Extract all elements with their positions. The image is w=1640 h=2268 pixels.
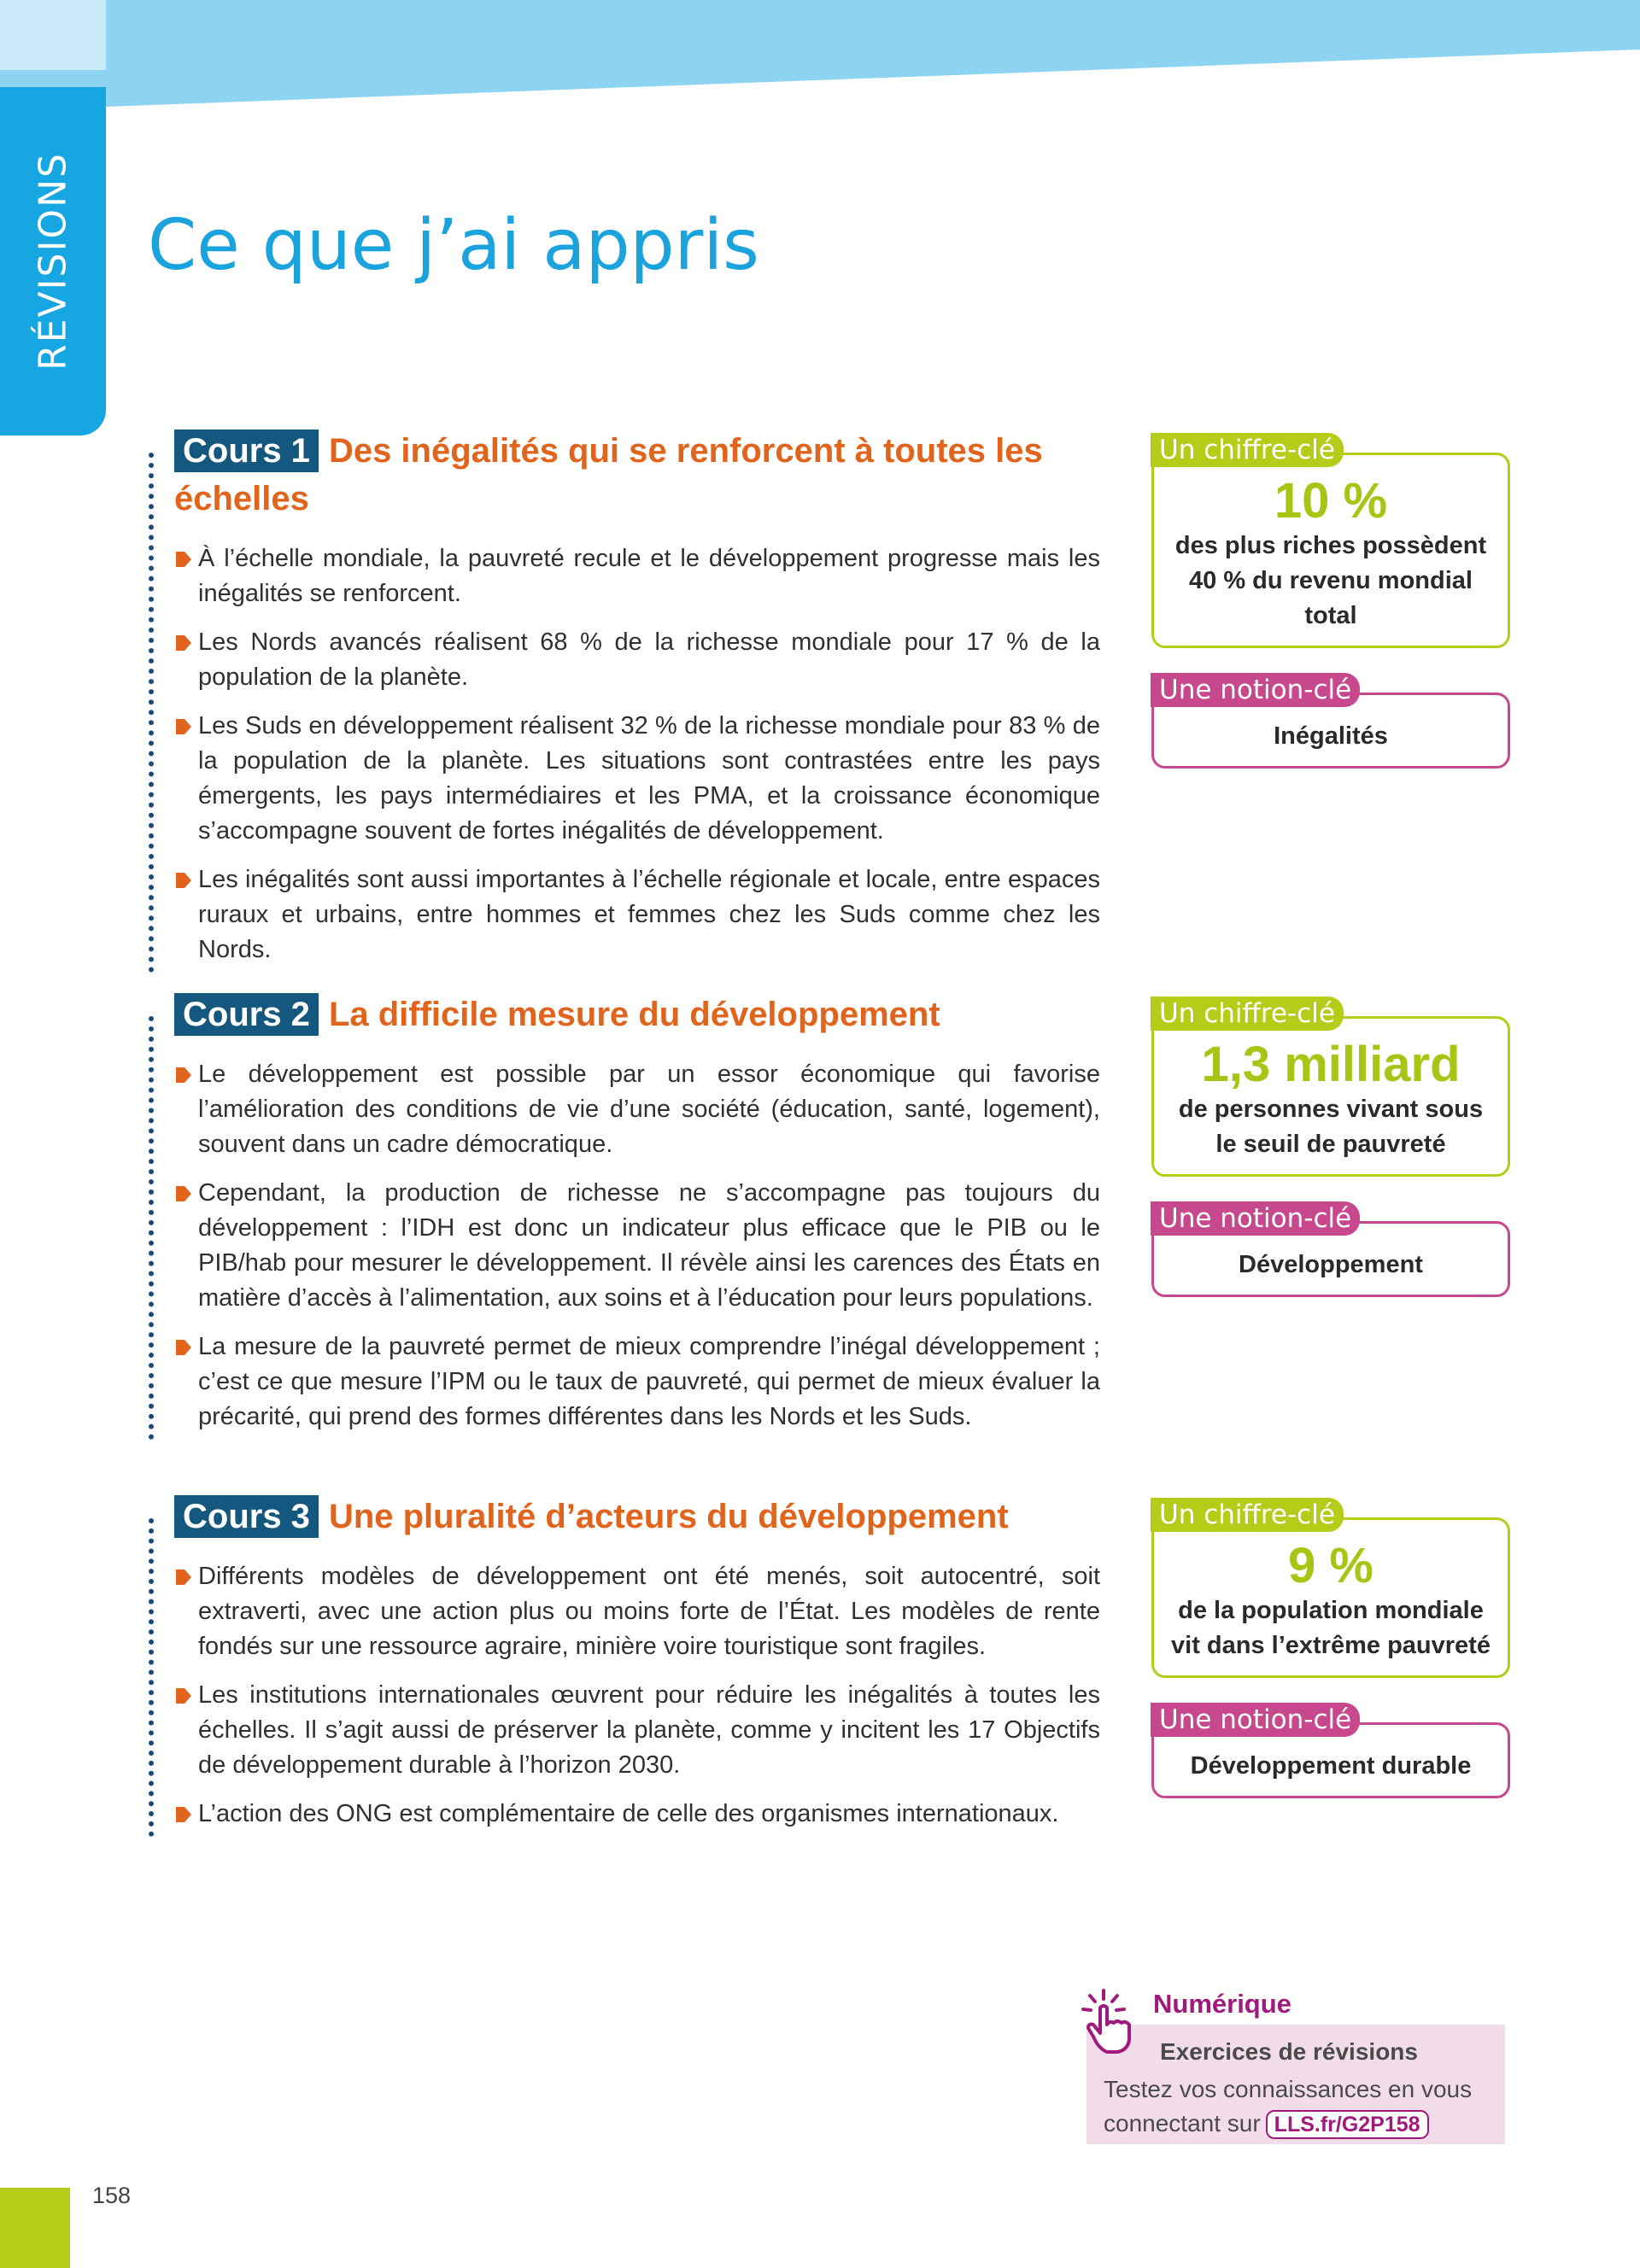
bullet-arrow-icon <box>174 1686 193 1705</box>
course-title: Une pluralité d’acteurs du développement <box>328 1498 1009 1535</box>
list-item: Les Suds en développement réalisent 32 % de la richesse mondiale pour 83 % de la population de la planète. Les situations sont contrastées entre les pays émergents, les pays intermédiaires et les PMA, et la croissance économique s’accompagne souvent de fortes inégalités de développement. <box>174 709 1100 849</box>
bullet-arrow-icon <box>174 1805 193 1824</box>
notion-cle-box <box>1151 1203 1510 1297</box>
course-1 <box>144 427 1100 981</box>
chiffre-cle-number: 1,3 milliard <box>1201 1037 1461 1092</box>
notion-cle-box <box>1151 1704 1510 1798</box>
bullet-arrow-icon <box>174 1184 193 1203</box>
chiffre-cle-box <box>1151 1499 1510 1678</box>
bullet-arrow-icon <box>174 1338 193 1357</box>
notion-cle-label: Une notion-clé <box>1151 1201 1360 1236</box>
key-block-3 <box>1151 1499 1510 1798</box>
chiffre-cle-label: Un chiffre-clé <box>1151 997 1344 1031</box>
course-title: La difficile mesure du développement <box>328 996 940 1033</box>
header-band <box>0 0 1640 107</box>
key-block-2 <box>1151 998 1510 1297</box>
chiffre-cle-box <box>1151 998 1510 1177</box>
chiffre-cle-box <box>1151 435 1510 648</box>
course-3 <box>144 1493 1100 1845</box>
list-item: Les Nords avancés réalisent 68 % de la richesse mondiale pour 17 % de la population de la planète. <box>174 625 1100 695</box>
course-dotted-line <box>149 453 154 973</box>
list-item: Les inégalités sont aussi importantes à l’échelle régionale et locale, entre espaces ruraux et urbains, entre hommes et femmes chez les Suds comme chez les Nords. <box>174 862 1100 967</box>
list-item: Cependant, la production de richesse ne s’accompagne pas toujours du développement : l’IDH est donc un indicateur plus efficace que le PIB ou le PIB/hab pour mesurer le développement. Il révèle ainsi les carences des États en matière d’accès à l’alimentation, aux soins et à l’éducation pour leurs populations. <box>174 1176 1100 1316</box>
course-items <box>174 1559 1100 1832</box>
list-item: L’action des ONG est complémentaire de celle des organismes internationaux. <box>174 1797 1100 1832</box>
page-number: 158 <box>92 2183 132 2208</box>
chiffre-cle-text: de la population mondiale vit dans l’extrême pauvreté <box>1171 1597 1491 1659</box>
list-item: Les institutions internationales œuvrent pour réduire les inégalités à toutes les échelles. Il s’agit aussi de préserver la planète, comme y incitent les 17 Objectifs de développement durable à l’horizon 2030. <box>174 1678 1100 1783</box>
notion-cle-box <box>1151 675 1510 769</box>
bullet-arrow-icon <box>174 634 193 652</box>
bullet-arrow-icon <box>174 1066 193 1084</box>
key-block-1 <box>1151 435 1510 769</box>
notion-cle-text: Développement <box>1239 1251 1423 1278</box>
numerique-title: Numérique <box>1153 1989 1292 2019</box>
notion-cle-text: Développement durable <box>1190 1752 1472 1780</box>
list-item: À l’échelle mondiale, la pauvreté recule et le développement progresse mais les inégalités se renforcent. <box>174 541 1100 611</box>
numerique-link[interactable]: LLS.fr/G2P158 <box>1266 2110 1429 2139</box>
course-heading <box>174 427 1100 523</box>
side-tab-label: RÉVISIONS <box>31 152 75 371</box>
course-title: Des inégalités qui se renforcent à toutes les échelles <box>174 432 1043 517</box>
bullet-arrow-icon <box>174 1568 193 1587</box>
footer-color-block <box>0 2188 70 2268</box>
numerique-subtitle: Exercices de révisions <box>1160 2038 1418 2065</box>
course-dotted-line <box>149 1518 154 1837</box>
course-tag: Cours 3 <box>174 1495 319 1538</box>
numerique-text: Testez vos connaissances en vous connectant sur LLS.fr/G2P158 <box>1104 2072 1505 2141</box>
list-item: Le développement est possible par un essor économique qui favorise l’amélioration des conditions de vie d’une société (éducation, santé, logement), souvent dans un cadre démocratique. <box>174 1057 1100 1162</box>
page-title: Ce que j’ai appris <box>148 205 759 286</box>
course-heading <box>174 991 1100 1038</box>
bullet-arrow-icon <box>174 550 193 569</box>
course-tag: Cours 2 <box>174 993 319 1036</box>
bullet-arrow-icon <box>174 871 193 890</box>
course-items <box>174 541 1100 967</box>
chiffre-cle-text: de personnes vivant sous le seuil de pauvreté <box>1178 1096 1484 1158</box>
chiffre-cle-label: Un chiffre-clé <box>1151 433 1344 467</box>
chiffre-cle-number: 9 % <box>1288 1538 1374 1593</box>
list-item: La mesure de la pauvreté permet de mieux comprendre l’inégal développement ; c’est ce que mesure l’IPM ou le taux de pauvreté, qui permet de mieux évaluer la précarité, qui prend des formes différentes dans les Nords et les Suds. <box>174 1330 1100 1435</box>
bullet-arrow-icon <box>174 717 193 736</box>
notion-cle-text: Inégalités <box>1274 722 1388 750</box>
list-item: Différents modèles de développement ont été menés, soit autocentré, soit extraverti, avec une action plus ou moins forte de l’État. Les modèles de rente fondés sur une ressource agraire, minière voire touristique sont fragiles. <box>174 1559 1100 1664</box>
pointing-hand-icon <box>1078 1987 1138 2055</box>
numerique-box <box>1086 2025 1505 2144</box>
course-heading <box>174 1493 1100 1540</box>
course-2 <box>144 991 1100 1448</box>
course-tag: Cours 1 <box>174 430 319 472</box>
chiffre-cle-number: 10 % <box>1274 473 1388 529</box>
notion-cle-label: Une notion-clé <box>1151 1703 1360 1737</box>
course-dotted-line <box>149 1016 154 1440</box>
notion-cle-label: Une notion-clé <box>1151 673 1360 707</box>
course-items <box>174 1057 1100 1435</box>
chiffre-cle-text: des plus riches possèdent 40 % du revenu mondial total <box>1174 532 1487 629</box>
chiffre-cle-label: Un chiffre-clé <box>1151 1498 1344 1532</box>
